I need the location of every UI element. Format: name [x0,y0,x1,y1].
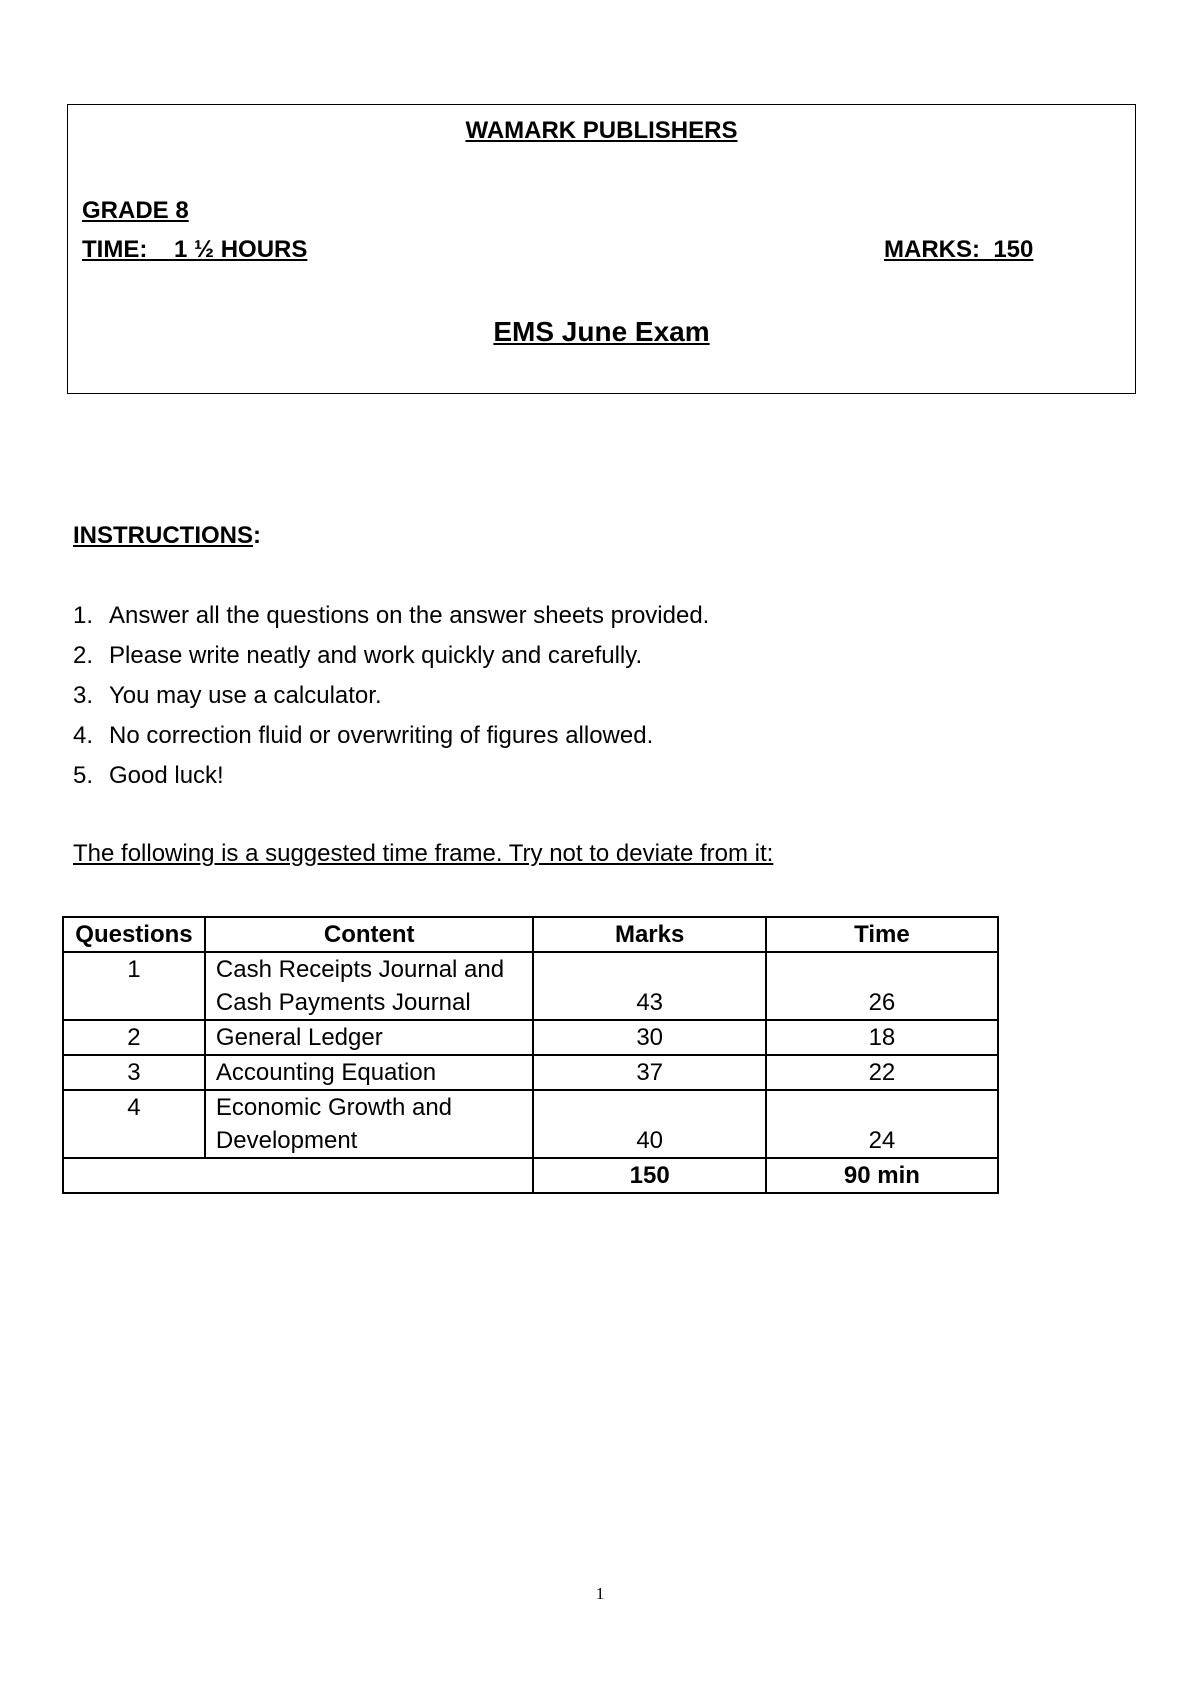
instructions-heading-text: INSTRUCTIONS [73,522,253,549]
instructions-list [73,602,709,802]
exam-title: EMS June Exam [493,316,710,347]
page-number: 1 [595,1584,605,1603]
content-cell [205,952,534,1020]
instruction-text: Good luck! [109,762,224,789]
content-line: Cash Payments Journal [215,989,471,1016]
time-label: TIME: 1 ½ HOURS [82,236,308,263]
instruction-item [73,762,709,802]
instruction-number: 5. [73,762,94,789]
instruction-number: 1. [73,602,94,629]
content-line: Accounting Equation [215,1059,437,1086]
grade-label: GRADE 8 [82,197,189,224]
instruction-text: Please write neatly and work quickly and carefully. [109,642,643,669]
header-time: Time [766,917,998,952]
header-marks: Marks [533,917,765,952]
instruction-item [73,642,709,682]
instructions-heading-colon: : [253,522,261,549]
marks-label: MARKS: 150 [884,236,1034,263]
table-row [63,1055,998,1090]
question-number-cell: 2 [63,1020,205,1055]
instruction-text: No correction fluid or overwriting of figures allowed. [109,722,654,749]
instruction-number: 4. [73,722,94,749]
exam-header-box [67,104,1136,394]
content-cell [205,1020,534,1055]
table-row [63,1020,998,1055]
question-number-cell: 1 [63,952,205,1020]
content-cell [205,1090,534,1158]
time-frame-table [62,916,999,1194]
content-line: General Ledger [215,1024,383,1051]
total-marks-cell: 150 [533,1158,765,1193]
instruction-item [73,682,709,722]
marks-cell: 37 [533,1055,765,1090]
instruction-item [73,722,709,762]
table-header-row [63,917,998,952]
question-number-cell: 3 [63,1055,205,1090]
marks-cell: 40 [533,1090,765,1158]
marks-cell: 43 [533,952,765,1020]
table-row [63,1090,998,1158]
time-cell: 24 [766,1090,998,1158]
timeframe-note: The following is a suggested time frame. Try not to deviate from it: [73,840,774,867]
total-empty-cell [63,1158,533,1193]
instruction-number: 2. [73,642,94,669]
content-line: Economic Growth and [215,1094,453,1121]
time-cell: 18 [766,1020,998,1055]
instructions-heading [73,522,261,550]
header-content: Content [205,917,534,952]
instruction-text: Answer all the questions on the answer sheets provided. [109,602,710,629]
time-cell: 26 [766,952,998,1020]
header-questions: Questions [63,917,205,952]
content-line: Cash Receipts Journal and [215,956,505,983]
question-number-cell: 4 [63,1090,205,1158]
content-cell [205,1055,534,1090]
time-cell: 22 [766,1055,998,1090]
content-line: Development [215,1127,358,1154]
publisher-name: WAMARK PUBLISHERS [465,117,738,144]
table-row [63,952,998,1020]
instruction-text: You may use a calculator. [109,682,382,709]
instruction-item [73,602,709,642]
marks-cell: 30 [533,1020,765,1055]
table-total-row [63,1158,998,1193]
instruction-number: 3. [73,682,94,709]
total-time-cell: 90 min [766,1158,998,1193]
